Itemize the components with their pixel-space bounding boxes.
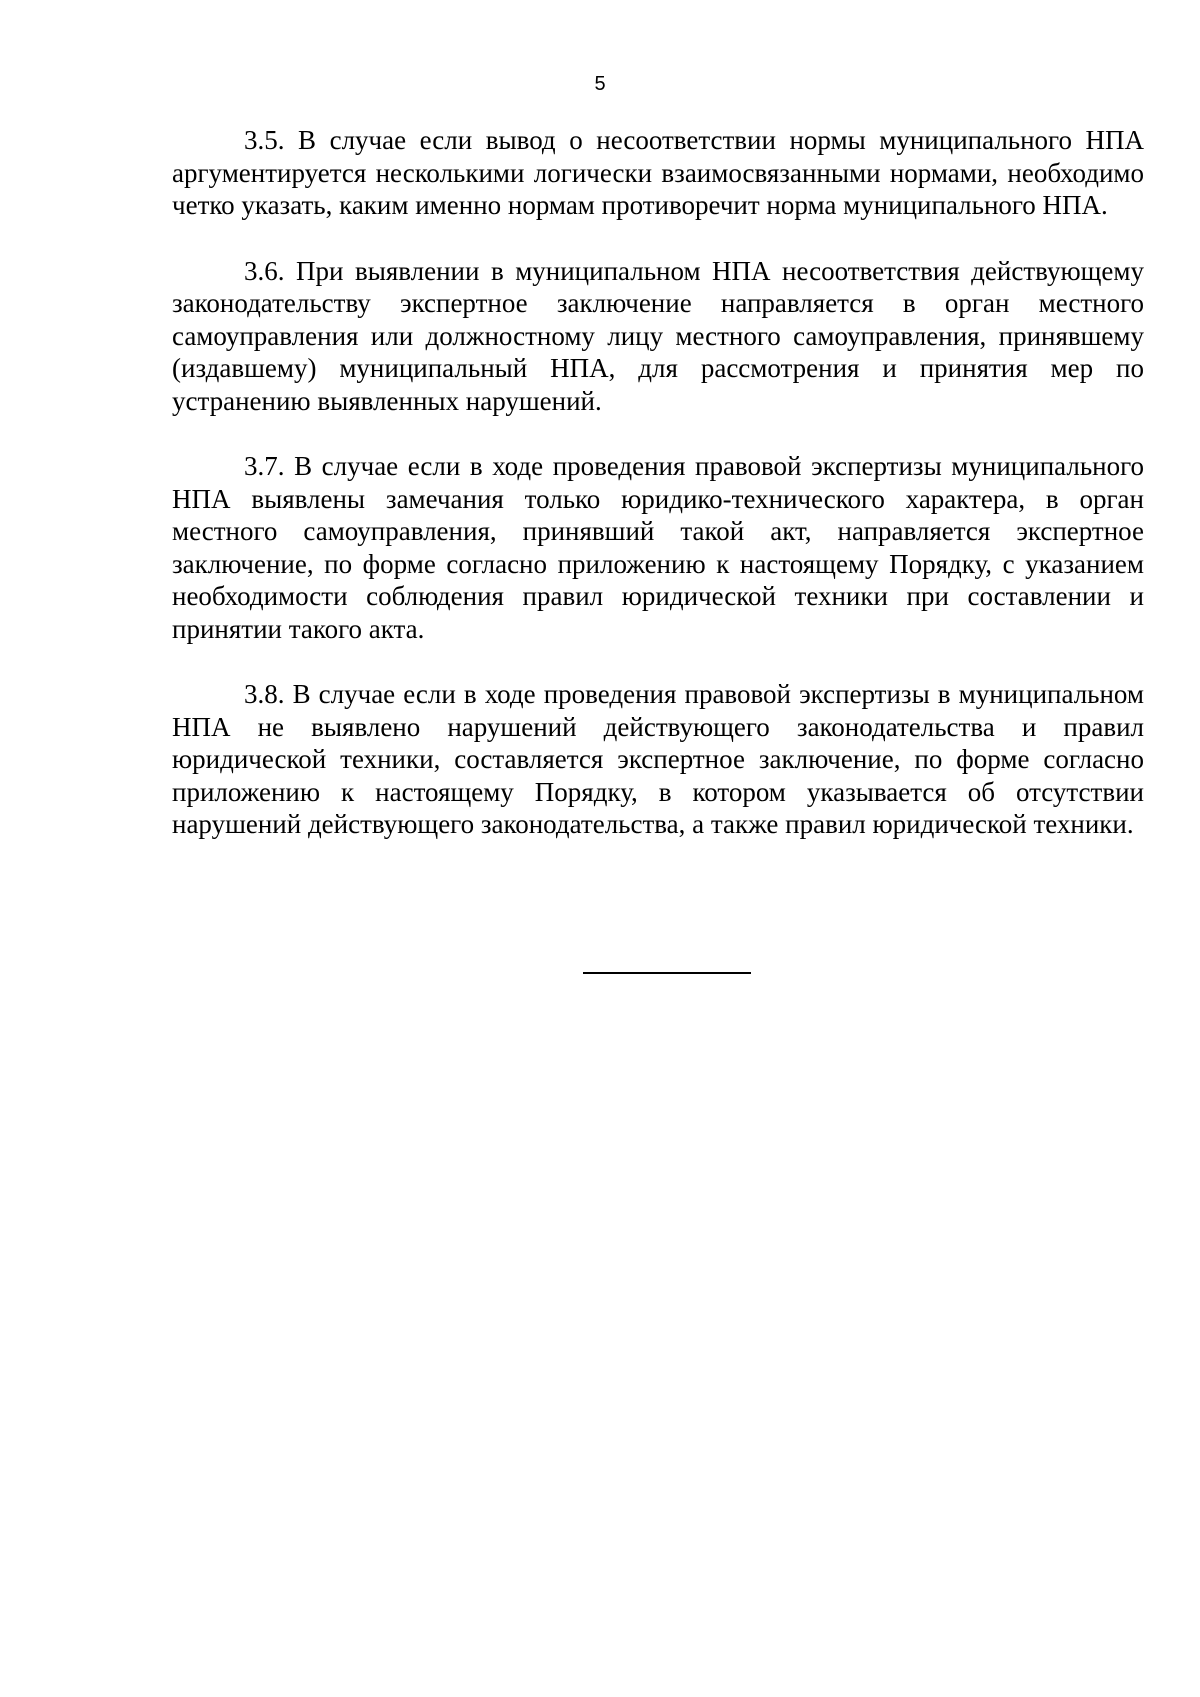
page-number: 5	[594, 73, 606, 95]
end-of-text-divider	[583, 972, 751, 974]
paragraph-3-7: 3.7. В случае если в ходе проведения правовой экспертизы муниципального НПА выявлены замечания только юридико-технического характера, в орган местного самоуправления, принявший такой акт, направляется экспертное заключение, по форме согласно приложению к настоящему Порядку, с указанием необходимости соблюдения правил юридической техники при составлении и принятии такого акта.	[172, 451, 1144, 644]
paragraph-3-6: 3.6. При выявлении в муниципальном НПА несоответствия действующему законодательству экспертное заключение направляется в орган местного самоуправления или должностному лицу местного самоуправления, принявшему (издавшему) муниципальный НПА, для рассмотрения и принятия мер по устранению выявленных нарушений.	[172, 255, 1144, 416]
document-body	[172, 124, 1144, 874]
paragraph-3-8: 3.8. В случае если в ходе проведения правовой экспертизы в муниципальном НПА не выявлено нарушений действующего законодательства и правил юридической техники, составляется экспертное заключение, по форме согласно приложению к настоящему Порядку, в котором указывается об отсутствии нарушений действующего законодательства, а также правил юридической техники.	[172, 679, 1144, 839]
paragraph-3-5: 3.5. В случае если вывод о несоответствии нормы муниципального НПА аргументируется несколькими логически взаимосвязанными нормами, необходимо четко указать, каким именно нормам противоречит норма муниципального НПА.	[172, 125, 1144, 220]
